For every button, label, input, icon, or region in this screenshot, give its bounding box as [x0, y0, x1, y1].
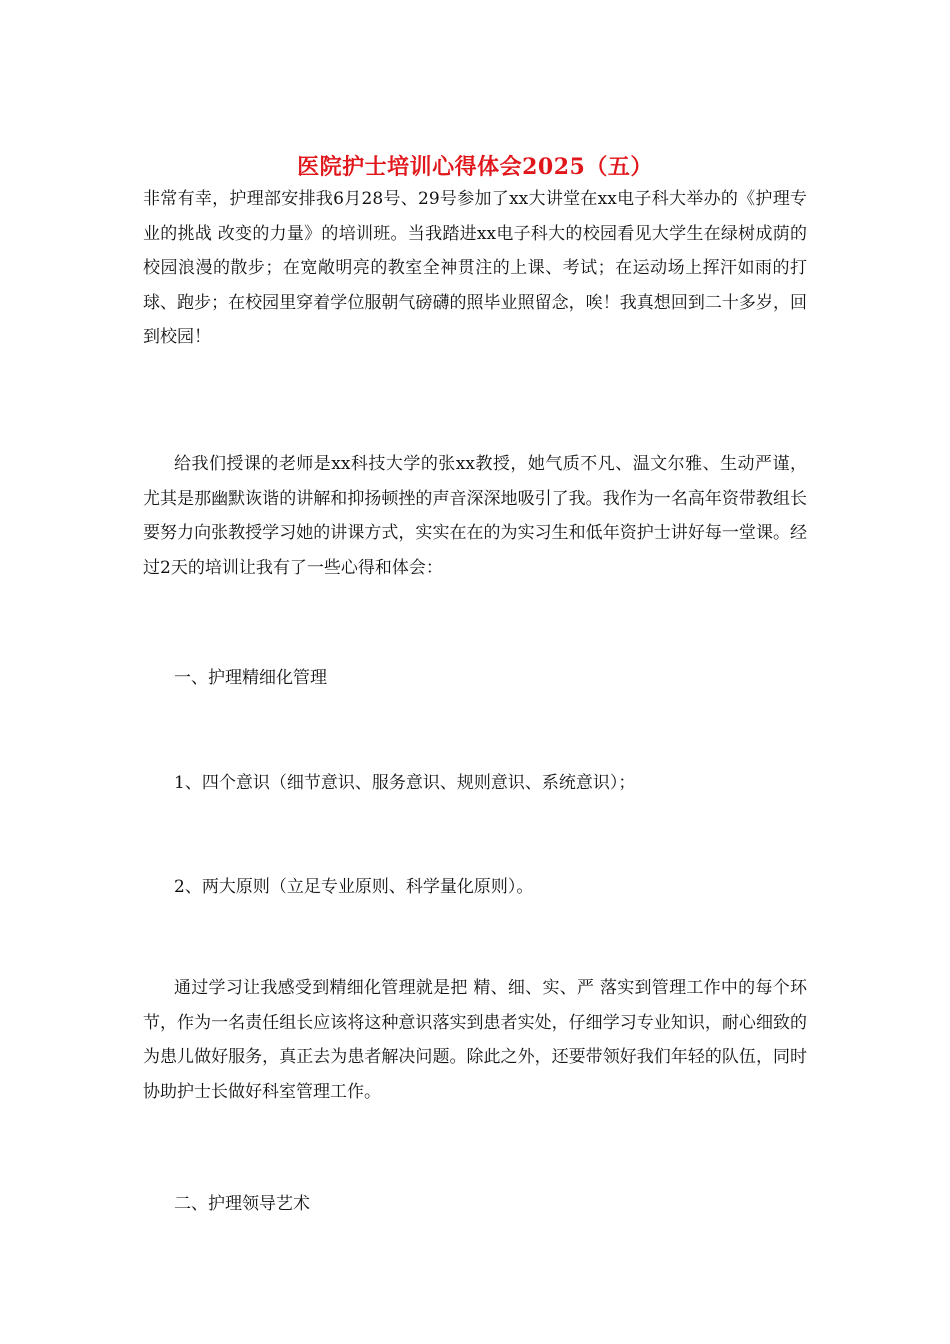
teacher-paragraph: 给我们授课的老师是xx科技大学的张xx教授，她气质不凡、温文尔雅、生动严谨，尤其是那幽默诙谐的讲解和抑扬顿挫的声音深深地吸引了我。我作为一名高年资带教组长要努力向张教授学习她的讲课方式，实实在在的为实习生和低年资护士讲好每一堂课。经过2天的培训让我有了一些心得和体会： [143, 454, 807, 578]
list-item-two-principles: 2、两大原则（立足专业原则、科学量化原则）。 [174, 877, 534, 897]
document-title: 医院护士培训心得体会2025（五） [297, 154, 653, 180]
intro-paragraph: 非常有幸，护理部安排我6月28号、29号参加了xx大讲堂在xx电子科大举办的《护理专业的挑战 改变的力量》的培训班。当我踏进xx电子科大的校园看见大学生在绿树成荫的校园浪漫的散步；在宽敞明亮的教室全神贯注的上课、考试；在运动场上挥汗如雨的打球、跑步；在校园里穿着学位服朝气磅礴的照毕业照留念，唉！我真想回到二十多岁，回到校园！ [143, 189, 807, 347]
section-heading-two: 二、护理领导艺术 [174, 1194, 310, 1214]
section-heading-one: 一、护理精细化管理 [174, 668, 327, 688]
refined-management-paragraph: 通过学习让我感受到精细化管理就是把 精、细、实、严 落实到管理工作中的每个环节，作为一名责任组长应该将这种意识落实到患者实处，仔细学习专业知识，耐心细致的为患儿做好服务，真正去为患者解决问题。除此之外，还要带领好我们年轻的队伍，同时协助护士长做好科室管理工作。 [143, 978, 807, 1102]
list-item-four-awareness: 1、四个意识（细节意识、服务意识、规则意识、系统意识）； [174, 773, 636, 793]
